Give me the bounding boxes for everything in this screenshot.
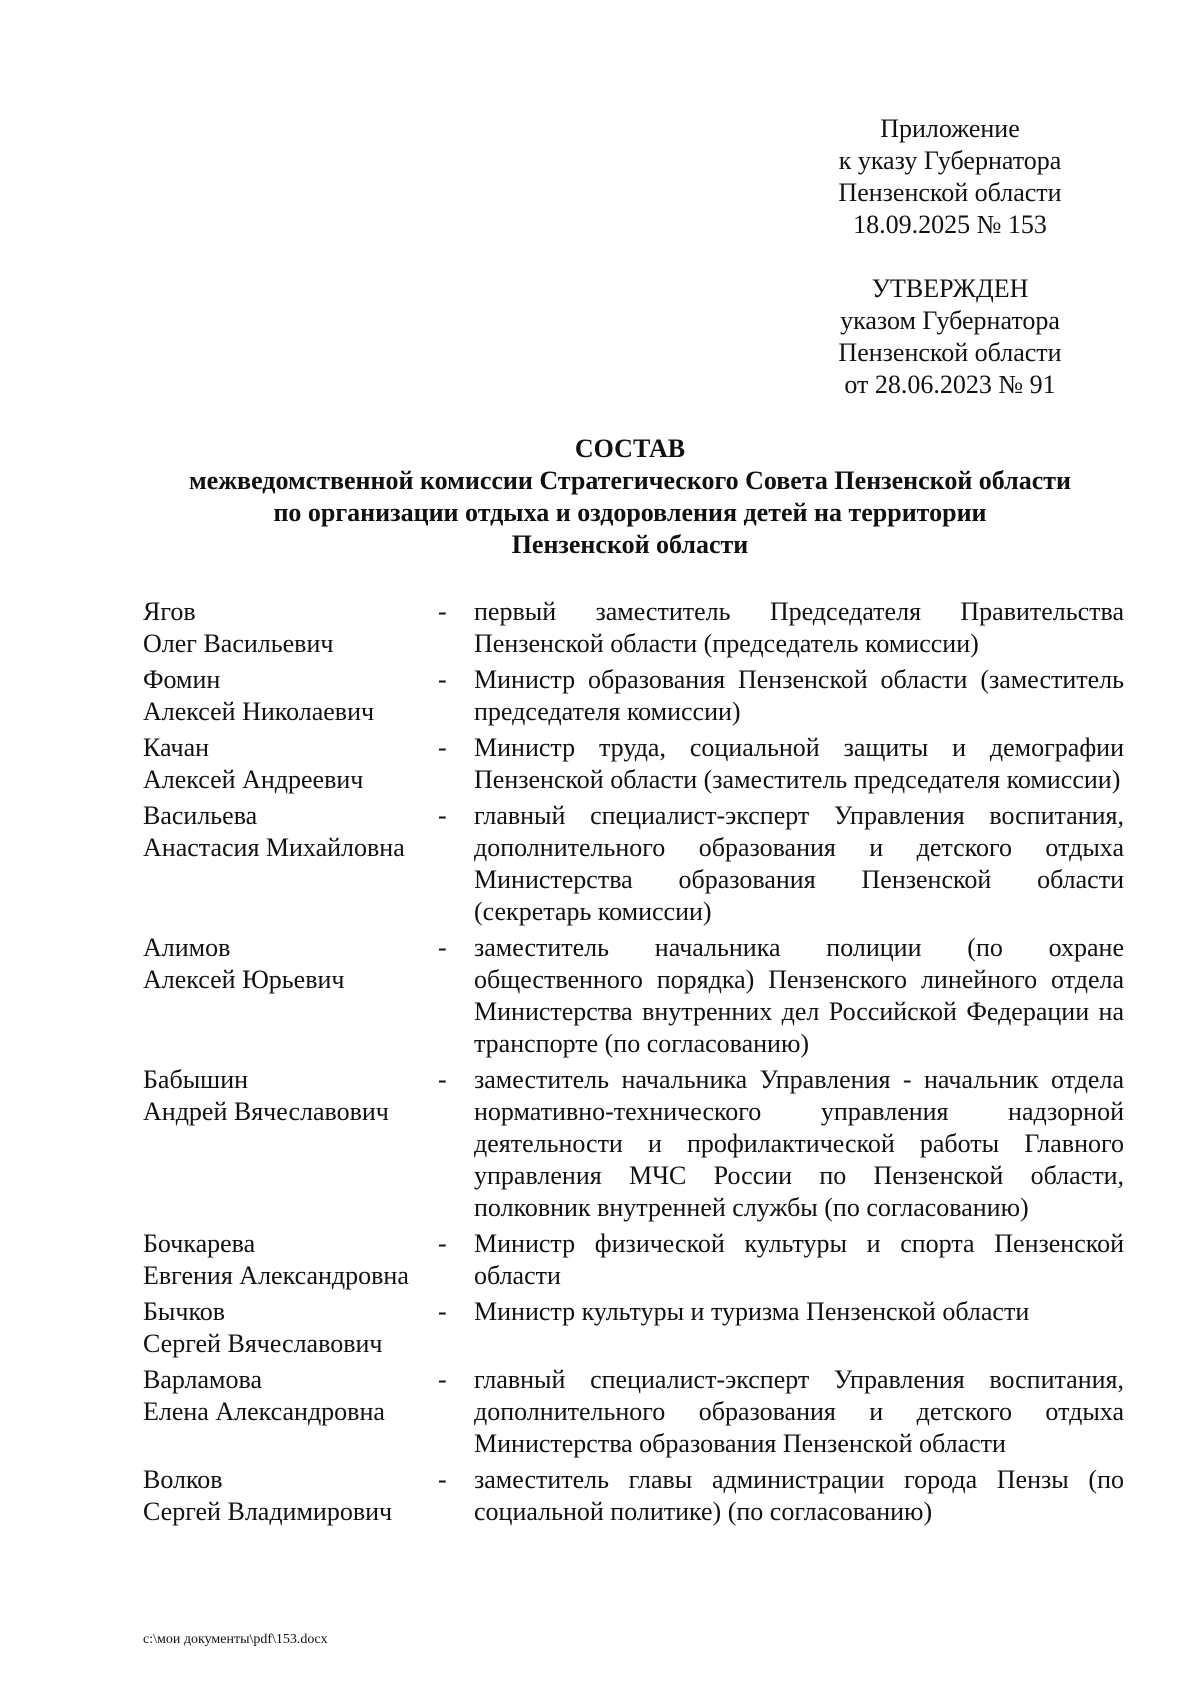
member-separator: - bbox=[438, 1229, 447, 1258]
member-given-name: Евгения Александровна bbox=[143, 1261, 409, 1290]
member-surname: Ягов bbox=[143, 597, 196, 626]
member-role: Министр культуры и туризма Пензенской области bbox=[474, 1297, 1030, 1326]
member-surname: Бочкарева bbox=[143, 1229, 256, 1258]
appendix-line-2: к указу Губернатора bbox=[838, 146, 1062, 175]
approved-line-3: Пензенской области bbox=[838, 338, 1062, 367]
member-separator: - bbox=[438, 1297, 447, 1326]
title-line-4: Пензенской области bbox=[511, 530, 749, 559]
member-role: главный специалист-эксперт Управления воспитания, дополнительного образования и детского отдыха Министерства образования Пензенской области (секретарь комиссии) bbox=[474, 801, 1124, 926]
approved-line-2: указом Губернатора bbox=[840, 306, 1060, 335]
member-surname: Бычков bbox=[143, 1297, 226, 1326]
approved-block bbox=[800, 273, 1100, 401]
member-name bbox=[143, 732, 438, 796]
member-name bbox=[143, 1064, 438, 1224]
member-name bbox=[143, 932, 438, 1060]
member-role: Министр физической культуры и спорта Пензенской области bbox=[474, 1229, 1124, 1290]
member-given-name: Анастасия Михайловна bbox=[143, 833, 405, 862]
member-given-name: Алексей Николаевич bbox=[143, 697, 375, 726]
member-row bbox=[143, 1296, 1124, 1360]
member-given-name: Сергей Вячеславович bbox=[143, 1329, 383, 1358]
member-surname: Волков bbox=[143, 1465, 223, 1494]
member-given-name: Алексей Андреевич bbox=[143, 765, 364, 794]
title-line-2: межведомственной комиссии Стратегического Совета Пензенской области bbox=[188, 466, 1072, 495]
member-given-name: Алексей Юрьевич bbox=[143, 965, 345, 994]
member-surname: Васильева bbox=[143, 801, 258, 830]
member-surname: Варламова bbox=[143, 1365, 262, 1394]
appendix-line-3: Пензенской области bbox=[838, 178, 1062, 207]
member-row bbox=[143, 1064, 1124, 1224]
member-separator: - bbox=[438, 733, 447, 762]
member-separator: - bbox=[438, 597, 447, 626]
member-given-name: Олег Васильевич bbox=[143, 629, 334, 658]
member-name bbox=[143, 1464, 438, 1528]
member-separator: - bbox=[438, 801, 447, 830]
document-title bbox=[100, 433, 1160, 561]
member-row bbox=[143, 1228, 1124, 1292]
member-role: заместитель начальника Управления - начальник отдела нормативно-технического управления надзорной деятельности и профилактической работы Главного управления МЧС России по Пензенской области, полковник внутренней службы (по согласованию) bbox=[474, 1065, 1124, 1222]
member-surname: Качан bbox=[143, 733, 210, 762]
appendix-line-1: Приложение bbox=[880, 114, 1020, 143]
member-row bbox=[143, 932, 1124, 1060]
member-row bbox=[143, 800, 1124, 928]
appendix-line-4: 18.09.2025 № 153 bbox=[853, 210, 1047, 239]
member-role: главный специалист-эксперт Управления воспитания, дополнительного образования и детского отдыха Министерства образования Пензенской области bbox=[474, 1365, 1124, 1458]
member-role: Министр труда, социальной защиты и демографии Пензенской области (заместитель председателя комиссии) bbox=[474, 733, 1124, 794]
member-given-name: Елена Александровна bbox=[143, 1397, 385, 1426]
member-role: заместитель начальника полиции (по охране общественного порядка) Пензенского линейного отдела Министерства внутренних дел Российской Федерации на транспорте (по согласованию) bbox=[474, 933, 1124, 1058]
member-row bbox=[143, 1464, 1124, 1528]
member-name bbox=[143, 596, 438, 660]
member-separator: - bbox=[438, 1065, 447, 1094]
member-name bbox=[143, 1228, 438, 1292]
member-name bbox=[143, 800, 438, 928]
approved-line-4: от 28.06.2023 № 91 bbox=[844, 370, 1056, 399]
members-list bbox=[143, 596, 1124, 1532]
member-surname: Алимов bbox=[143, 933, 231, 962]
member-row bbox=[143, 732, 1124, 796]
approved-line-1: УТВЕРЖДЕН bbox=[871, 274, 1029, 303]
member-name bbox=[143, 664, 438, 728]
member-row bbox=[143, 664, 1124, 728]
member-row bbox=[143, 596, 1124, 660]
member-role: Министр образования Пензенской области (заместитель председателя комиссии) bbox=[474, 665, 1124, 726]
member-role: первый заместитель Председателя Правительства Пензенской области (председатель комиссии) bbox=[474, 597, 1124, 658]
member-separator: - bbox=[438, 1465, 447, 1494]
member-role: заместитель главы администрации города Пензы (по социальной политике) (по согласованию) bbox=[474, 1465, 1124, 1526]
member-surname: Бабышин bbox=[143, 1065, 249, 1094]
footer-file-path: c:\мои документы\pdf\153.docx bbox=[143, 1632, 328, 1647]
title-line-3: по организации отдыха и оздоровления детей на территории bbox=[273, 498, 987, 527]
member-separator: - bbox=[438, 1365, 447, 1394]
title-line-1: СОСТАВ bbox=[574, 434, 686, 463]
member-row bbox=[143, 1364, 1124, 1460]
member-separator: - bbox=[438, 665, 447, 694]
member-name bbox=[143, 1296, 438, 1360]
member-surname: Фомин bbox=[143, 665, 221, 694]
member-given-name: Сергей Владимирович bbox=[143, 1497, 393, 1526]
member-given-name: Андрей Вячеславович bbox=[143, 1097, 389, 1126]
appendix-block bbox=[800, 113, 1100, 241]
member-separator: - bbox=[438, 933, 447, 962]
member-name bbox=[143, 1364, 438, 1460]
